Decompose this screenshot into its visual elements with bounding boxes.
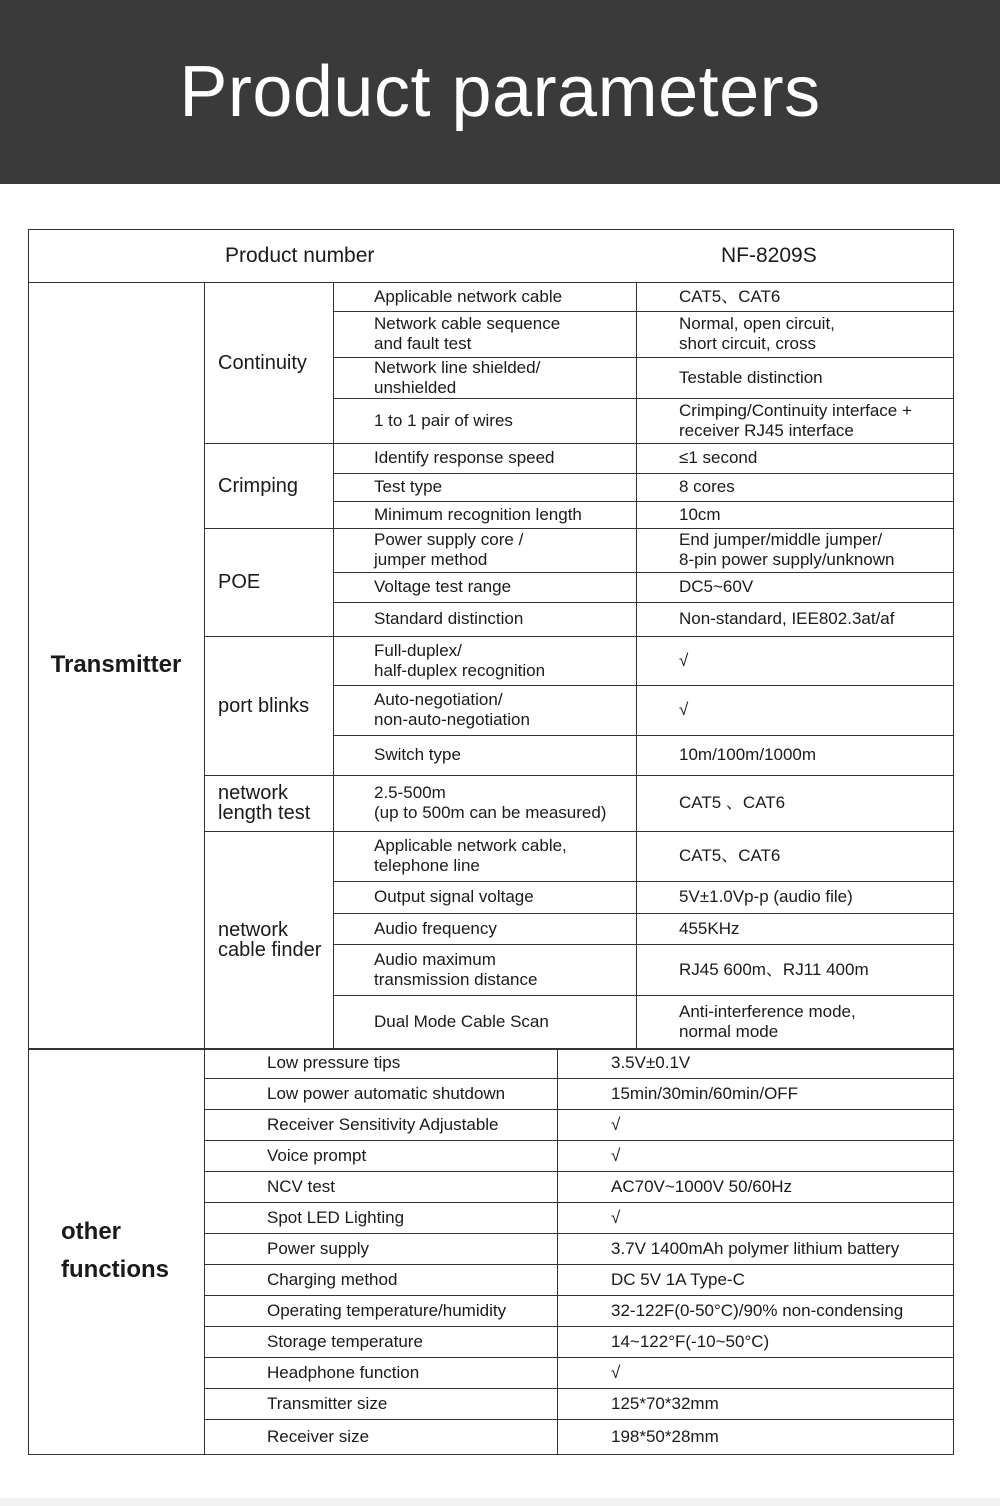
value-cell: CAT5、CAT6 (679, 846, 781, 865)
param-cell: Identify response speed (374, 448, 555, 467)
other-functions-label: other functions (61, 1218, 169, 1283)
param-cell: Charging method (267, 1269, 398, 1289)
value-cell: Crimping/Continuity interface + receiver RJ45 interface (679, 400, 912, 440)
param-cell: Applicable network cable, telephone line (374, 836, 567, 875)
col-rule-group (204, 282, 205, 1048)
param-cell: Full-duplex/ half-duplex recognition (374, 640, 546, 680)
value-cell: 3.5V±0.1V (611, 1053, 691, 1072)
param-cell: Applicable network cable (374, 286, 563, 306)
value-cell: √ (611, 1145, 621, 1165)
value-cell: CAT5 、CAT6 (679, 793, 786, 812)
param-cell: Low power automatic shutdown (267, 1083, 506, 1103)
value-cell: AC70V~1000V 50/60Hz (611, 1176, 792, 1196)
col-rule-value (636, 282, 637, 1048)
value-cell: √ (611, 1362, 621, 1382)
param-cell: Auto-negotiation/ non-auto-negotiation (374, 690, 530, 729)
product-number-value: NF-8209S (721, 243, 817, 267)
param-cell: Headphone function (267, 1362, 420, 1382)
param-cell: Low pressure tips (267, 1053, 401, 1072)
page-title: Product parameters (179, 52, 821, 132)
param-cell: Receiver Sensitivity Adjustable (267, 1114, 499, 1134)
param-cell: Receiver size (267, 1426, 370, 1446)
group-label: POE (218, 571, 261, 593)
group-label: Continuity (218, 351, 307, 374)
value-cell: 455KHz (679, 918, 740, 938)
group-label: Crimping (218, 474, 299, 497)
param-cell: 1 to 1 pair of wires (374, 410, 513, 430)
value-cell: 5V±1.0Vp-p (audio file) (679, 887, 853, 906)
param-cell: Transmitter size (267, 1393, 388, 1413)
value-cell: 125*70*32mm (611, 1393, 719, 1413)
value-cell: Normal, open circuit, short circuit, cross (679, 314, 835, 353)
param-cell: Storage temperature (267, 1331, 423, 1351)
value-cell: √ (679, 700, 689, 719)
value-cell: 10cm (679, 504, 721, 524)
param-cell: Voltage test range (374, 577, 512, 596)
param-cell: Spot LED Lighting (267, 1207, 405, 1227)
value-cell: 15min/30min/60min/OFF (611, 1083, 799, 1103)
param-cell: Power supply (267, 1238, 370, 1258)
value-cell: 10m/100m/1000m (679, 745, 817, 764)
transmitter-label: Transmitter (50, 651, 182, 678)
param-cell: Test type (374, 477, 443, 496)
param-cell: Output signal voltage (374, 887, 534, 906)
value-cell: Anti-interference mode, normal mode (679, 1001, 856, 1041)
footer-band (0, 1498, 1000, 1506)
param-cell: Dual Mode Cable Scan (374, 1011, 549, 1031)
group-label: network length test (218, 782, 311, 824)
table-border-bottom (28, 1454, 954, 1455)
value-cell: End jumper/middle jumper/ 8-pin power supply/unknown (679, 530, 895, 569)
param-cell: NCV test (267, 1176, 336, 1196)
value-cell: 198*50*28mm (611, 1426, 719, 1446)
group-label: network cable finder (218, 918, 322, 961)
value-cell: Testable distinction (679, 367, 823, 387)
param-cell: 2.5-500m (up to 500m can be measured) (374, 783, 607, 822)
param-cell: Switch type (374, 745, 461, 764)
table-border-right (953, 229, 954, 1454)
value-cell: 32-122F(0-50°C)/90% non-condensing (611, 1300, 904, 1320)
value-cell: 8 cores (679, 477, 735, 496)
param-cell: Network cable sequence and fault test (374, 314, 561, 353)
param-cell: Voice prompt (267, 1145, 367, 1165)
value-cell: RJ45 600m、RJ11 400m (679, 959, 869, 979)
parameters-table (28, 229, 953, 1454)
value-cell: CAT5、CAT6 (679, 286, 781, 306)
group-label: port blinks (218, 694, 310, 717)
value-cell: ≤1 second (679, 448, 758, 467)
param-cell: Audio maximum transmission distance (374, 949, 538, 989)
value-cell: 14~122°F(-10~50°C) (611, 1331, 770, 1351)
param-cell: Minimum recognition length (374, 504, 582, 524)
value-cell: DC5~60V (679, 577, 754, 596)
title-banner (0, 0, 1000, 184)
value-cell: Non-standard, IEE802.3at/af (679, 609, 895, 628)
value-cell: 3.7V 1400mAh polymer lithium battery (611, 1238, 900, 1258)
product-number-label: Product number (225, 243, 375, 267)
value-cell: √ (611, 1207, 621, 1227)
value-cell: √ (611, 1114, 621, 1134)
param-cell: Network line shielded/ unshielded (374, 357, 541, 397)
value-cell: DC 5V 1A Type-C (611, 1269, 745, 1289)
value-cell: √ (679, 650, 689, 670)
param-cell: Standard distinction (374, 609, 524, 628)
param-cell: Power supply core / jumper method (374, 530, 524, 569)
param-cell: Audio frequency (374, 918, 497, 938)
param-cell: Operating temperature/humidity (267, 1300, 507, 1320)
